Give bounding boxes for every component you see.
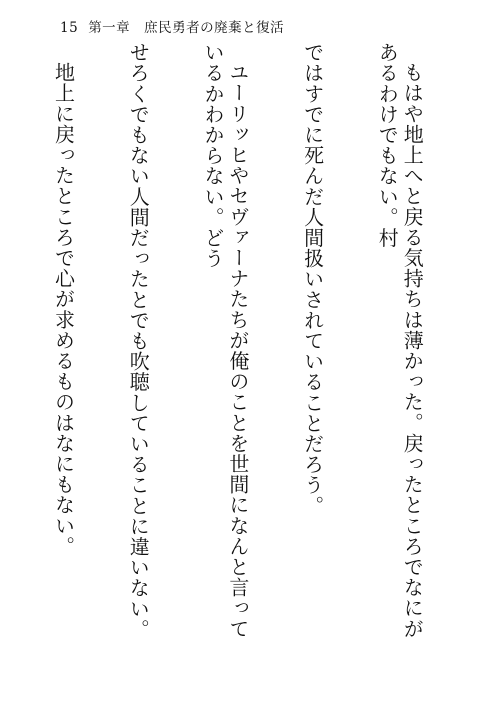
paragraph: ではすでに死んだ人間扱いされていることだろう。 [300, 42, 325, 516]
paragraph: せろくでもない人間だったとでも吹聴していることに違いない。 [126, 42, 151, 640]
running-head [60, 18, 284, 38]
page-number: 15 [60, 20, 79, 36]
paragraph: 地上に戻ったところで心が求めるものはなにもない。 [51, 62, 76, 557]
paragraph: ユーリッヒやセヴァーナたちが俺のことを世間になんと言っているかわからない。どう [200, 42, 250, 639]
chapter-title: 第一章 庶民勇者の廃棄と復活 [88, 20, 285, 36]
body-text [44, 42, 474, 642]
paragraph [0, 42, 1, 642]
paragraph: もはや地上へと戻る気持ちは薄かった。戻ったところでなにがあるわけでもない。村 [375, 42, 425, 639]
